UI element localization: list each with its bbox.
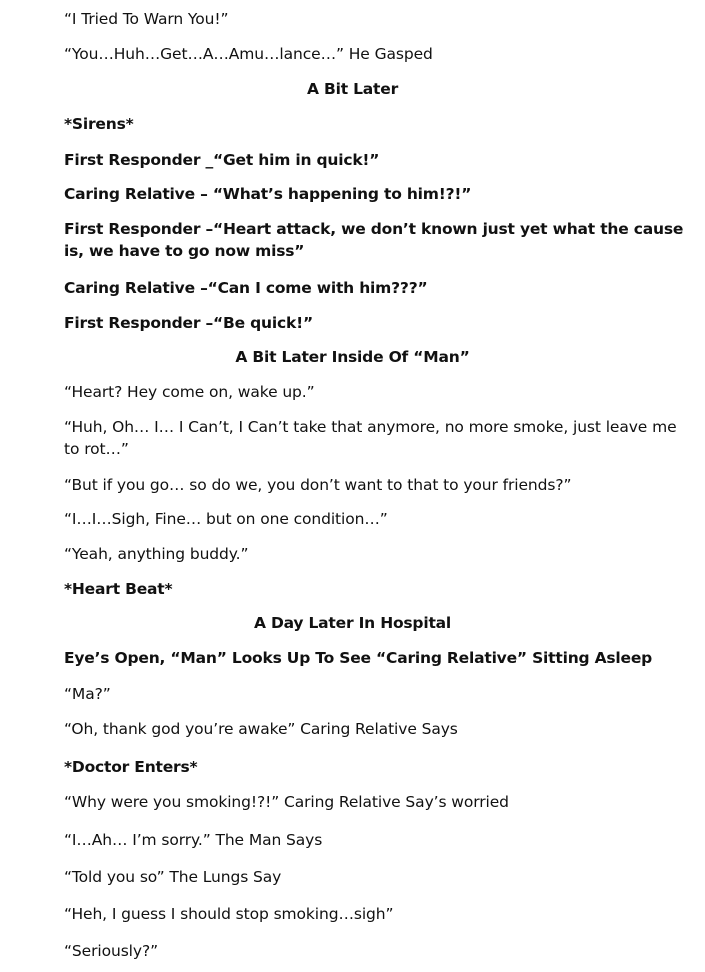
stage-direction: *Sirens* xyxy=(64,115,134,133)
scene-heading: A Bit Later Inside Of “Man” xyxy=(235,348,470,366)
stage-direction: *Doctor Enters* xyxy=(64,758,198,776)
dialogue-line: “I Tried To Warn You!” xyxy=(64,10,229,28)
dialogue-line: Caring Relative –“Can I come with him???” xyxy=(64,279,428,297)
stage-direction: *Heart Beat* xyxy=(64,580,173,598)
dialogue-line: “Heart? Hey come on, wake up.” xyxy=(64,383,315,401)
dialogue-line: “Oh, thank god you’re awake” Caring Relative Says xyxy=(64,720,458,738)
dialogue-line: “Told you so” The Lungs Say xyxy=(64,868,282,886)
dialogue-line: “Ma?” xyxy=(64,685,111,703)
stage-direction: Eye’s Open, “Man” Looks Up To See “Caring Relative” Sitting Asleep xyxy=(64,649,653,667)
dialogue-line: “I…Ah… I’m sorry.” The Man Says xyxy=(64,831,323,849)
dialogue-line: “Why were you smoking!?!” Caring Relative Say’s worried xyxy=(64,793,509,811)
dialogue-line: “Yeah, anything buddy.” xyxy=(64,545,249,563)
dialogue-line: First Responder _“Get him in quick!” xyxy=(64,151,380,169)
dialogue-line: First Responder –“Be quick!” xyxy=(64,314,313,332)
dialogue-line: “Seriously?” xyxy=(64,942,159,960)
dialogue-line: “Heh, I guess I should stop smoking…sigh” xyxy=(64,905,394,923)
scene-heading: A Bit Later xyxy=(306,80,399,98)
dialogue-line: “Huh, Oh… I… I Can’t, I Can’t take that anymore, no more smoke, just leave me to rot…” xyxy=(64,418,677,458)
dialogue-line: Caring Relative – “What’s happening to him!?!” xyxy=(64,185,472,203)
dialogue-line: “You…Huh…Get…A…Amu…lance…” He Gasped xyxy=(64,45,433,63)
dialogue-line: “But if you go… so do we, you don’t want to that to your friends?” xyxy=(64,476,572,494)
dialogue-line: First Responder –“Heart attack, we don’t known just yet what the cause is, we have to go now miss” xyxy=(64,220,684,260)
scene-heading: A Day Later In Hospital xyxy=(253,614,452,632)
dialogue-line: “I…I…Sigh, Fine… but on one condition…” xyxy=(64,510,388,528)
